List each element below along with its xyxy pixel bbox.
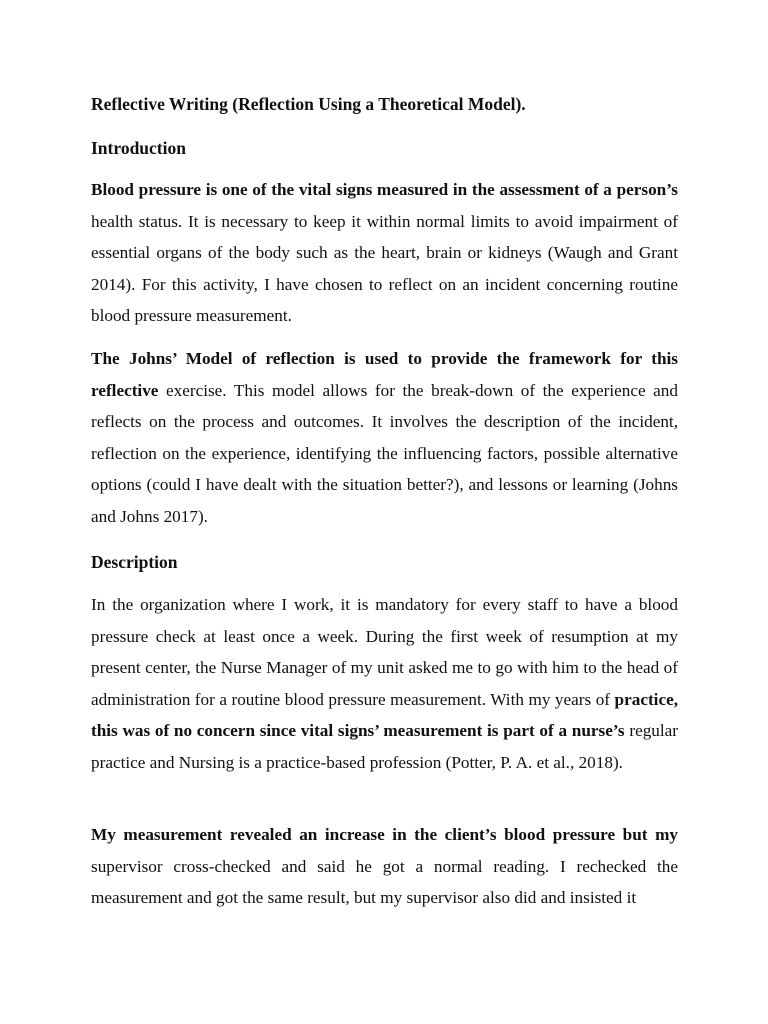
paragraph-body-text: In the organization where I work, it is mandatory for every staff to have a blood pressure check at least once a week. During the first week of resumption at my present center, the Nurse Manager of my unit asked me to go with him to the head of administration for a routine blood pressure measurement. With my years of (91, 595, 678, 709)
paragraph-johns-model (91, 343, 678, 533)
paragraph-lead-text: The Johns’ Model of reflection is used to provide the framework for this reflective (91, 349, 678, 400)
paragraph-lead-text: My measurement revealed an increase in the client’s blood pressure but my (91, 825, 678, 844)
paragraph-measurement (91, 819, 678, 914)
paragraph-bold-text: practice, this was of no concern since vital signs’ measurement is part of a nurse’s (91, 689, 678, 741)
paragraph-body-text: exercise. This model allows for the break-down of the experience and reflects on the process and outcomes. It involves the description of the incident, reflection on the experience, identifying the influencing factors, possible alternative options (could I have dealt with the situation better?), and lessons or learning (Johns and Johns 2017). (91, 380, 678, 526)
paragraph-lead-text: Blood pressure is one of the vital signs measured in the assessment of a person’s (91, 180, 678, 199)
paragraph-body-text: health status. It is necessary to keep it within normal limits to avoid impairment of essential organs of the body such as the heart, brain or kidneys (Waugh and Grant 2014). For this activity, I have chosen to reflect on an incident concerning routine blood pressure measurement. (91, 211, 678, 326)
paragraph-body-text: regular practice and Nursing is a practice-based profession (Potter, P. A. et al., 2018). (91, 721, 679, 772)
section-heading-description: Description (91, 552, 178, 572)
document-title: Reflective Writing (Reflection Using a Theoretical Model). (91, 94, 526, 114)
paragraph-blood-pressure (91, 174, 678, 332)
section-heading-introduction: Introduction (91, 138, 186, 158)
paragraph-organization (91, 589, 678, 779)
paragraph-body-text: supervisor cross-checked and said he got a normal reading. I rechecked the measurement and got the same result, but my supervisor also did and insisted it (91, 856, 678, 908)
